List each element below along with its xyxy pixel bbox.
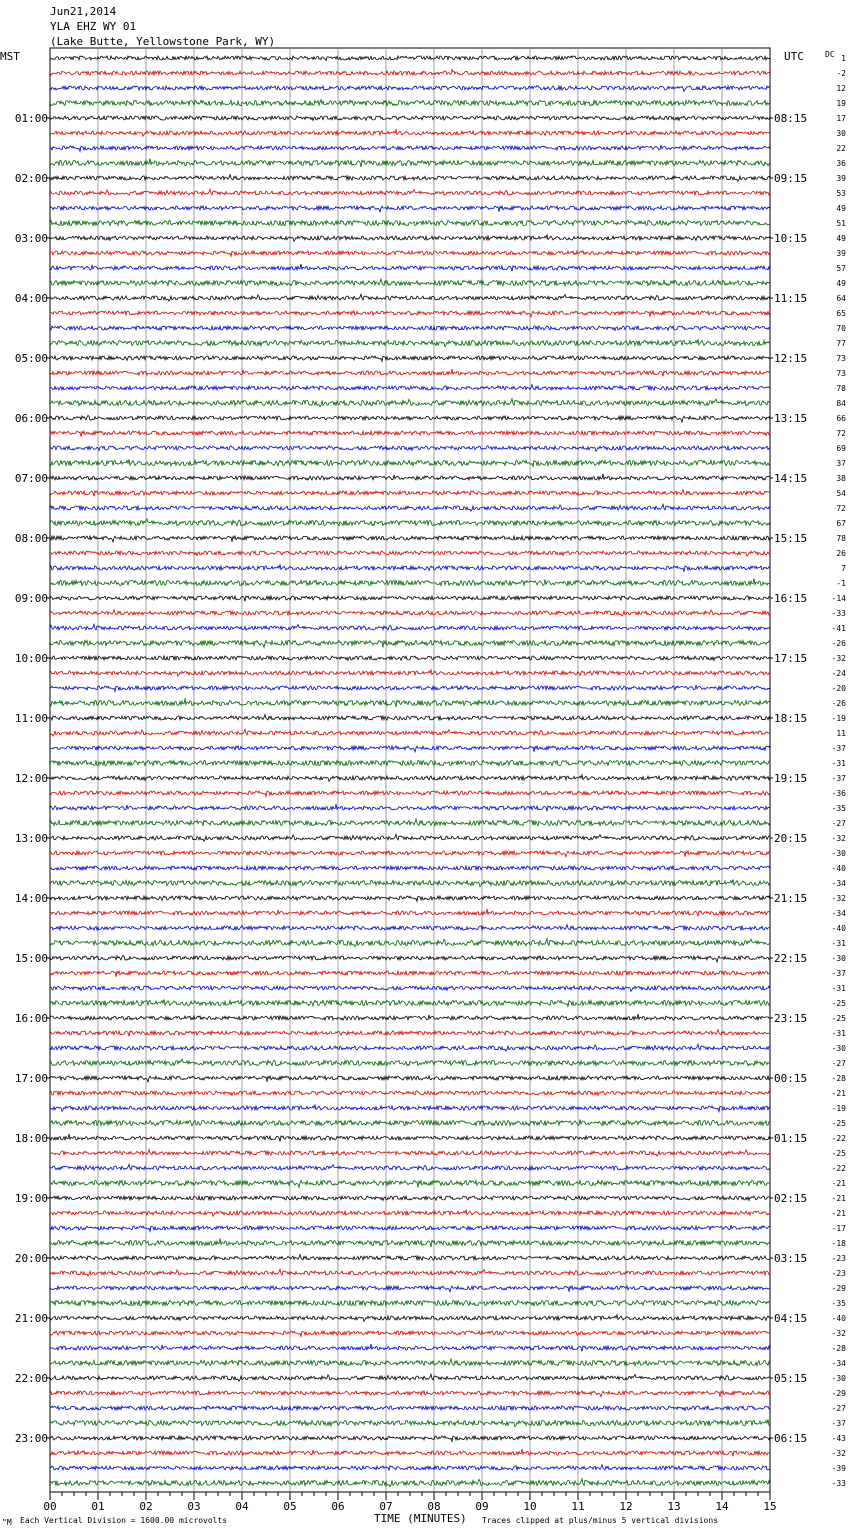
x-tick-label: 14 [715,1500,729,1513]
trace-row-93 [50,1449,770,1456]
dc-offset-label: 7 [841,564,846,573]
dc-offset-label: 11 [836,729,846,738]
trace-row-40 [50,656,770,660]
corner-mark: "M [2,1518,12,1527]
station-code: YLA EHZ WY 01 [50,20,137,33]
right-hour-label: 03:15 [774,1252,808,1265]
trace-row-28 [50,474,770,480]
trace-row-22 [50,385,770,390]
dc-offset-label: 72 [836,429,846,438]
left-hour-label: 19:00 [14,1192,48,1205]
trace-row-87 [50,1359,770,1366]
trace-row-5 [50,130,770,137]
trace-row-47 [50,760,770,765]
dc-offset-label: -26 [831,639,846,648]
right-hour-label: 11:15 [774,292,808,305]
trace-row-30 [50,504,770,511]
right-hour-label: 10:15 [774,232,808,245]
x-tick-label: 05 [283,1500,297,1513]
dc-offset-label: 26 [836,549,846,558]
trace-row-49 [50,791,770,796]
dc-offset-label: -34 [831,1359,846,1368]
trace-row-13 [50,251,770,256]
dc-offset-label: -37 [831,969,846,978]
dc-offset-label: -25 [831,1119,846,1128]
dc-offset-label: 72 [836,504,846,513]
trace-row-39 [50,640,770,647]
right-hour-label: 01:15 [774,1132,808,1145]
trace-row-27 [50,459,770,467]
right-hour-label: 15:15 [774,532,808,545]
x-tick-label: 11 [571,1500,585,1513]
dc-offset-label: -34 [831,879,846,888]
dc-offset-label: 78 [836,384,846,393]
dc-offset-label: 12 [836,84,846,93]
trace-row-21 [50,369,770,376]
trace-row-12 [50,235,770,242]
left-hour-label: 20:00 [14,1252,48,1265]
dc-offset-label: -29 [831,1389,846,1398]
x-tick-label: 03 [187,1500,201,1513]
dc-offset-label: 66 [836,414,846,423]
trace-row-53 [50,851,770,857]
dc-offset-label: -32 [831,834,846,843]
trace-row-85 [50,1331,770,1336]
trace-row-2 [50,86,770,92]
dc-offset-label: -21 [831,1194,846,1203]
dc-offset-header: DC [825,50,835,59]
x-tick-label: 15 [763,1500,777,1513]
x-tick-label: 08 [427,1500,441,1513]
dc-offset-label: -31 [831,759,846,768]
left-hour-label: 11:00 [14,712,48,725]
dc-offset-label: -19 [831,714,846,723]
trace-row-94 [50,1465,770,1470]
dc-offset-label: -32 [831,654,846,663]
dc-offset-label: -30 [831,954,846,963]
trace-row-74 [50,1164,770,1170]
trace-row-63 [50,999,770,1007]
trace-row-57 [50,909,770,916]
trace-row-76 [50,1196,770,1200]
left-hour-label: 05:00 [14,352,48,365]
trace-row-42 [50,685,770,692]
dc-offset-label: 22 [836,144,846,153]
x-tick-label: 01 [91,1500,105,1513]
dc-offset-label: 73 [836,369,846,378]
trace-row-16 [50,294,770,301]
dc-offset-label: -21 [831,1089,846,1098]
dc-offset-label: -34 [831,909,846,918]
dc-offset-label: 53 [836,189,846,198]
right-hour-label: 00:15 [774,1072,808,1085]
dc-offset-label: -35 [831,1299,846,1308]
dc-offset-label: 64 [836,294,846,303]
trace-row-67 [50,1059,770,1066]
trace-row-18 [50,326,770,330]
dc-offset-label: 39 [836,249,846,258]
dc-offset-label: 36 [836,159,846,168]
dc-offset-label: -20 [831,684,846,693]
dc-offset-label: -43 [831,1434,846,1443]
record-date: Jun21,2014 [50,5,117,18]
dc-offset-label: 1 [841,54,846,63]
dc-offset-label: -21 [831,1179,846,1188]
trace-row-11 [50,220,770,225]
right-hour-label: 17:15 [774,652,808,665]
dc-offset-label: 70 [836,324,846,333]
trace-row-1 [50,70,770,75]
left-hour-label: 01:00 [14,112,48,125]
trace-row-23 [50,399,770,407]
x-tick-label: 09 [475,1500,489,1513]
dc-offset-label: -19 [831,1104,846,1113]
trace-row-37 [50,610,770,617]
dc-offset-label: -27 [831,1059,846,1068]
x-tick-label: 04 [235,1500,249,1513]
trace-row-79 [50,1238,770,1247]
left-hour-label: 07:00 [14,472,48,485]
trace-row-31 [50,519,770,526]
left-hour-label: 10:00 [14,652,48,665]
dc-offset-label: -30 [831,1374,846,1383]
right-hour-label: 08:15 [774,112,808,125]
left-hour-label: 14:00 [14,892,48,905]
right-hour-label: 13:15 [774,412,808,425]
x-tick-label: 06 [331,1500,345,1513]
right-hour-label: 09:15 [774,172,808,185]
right-hour-label: 06:15 [774,1432,808,1445]
x-tick-label: 00 [43,1500,57,1513]
trace-row-77 [50,1210,770,1217]
trace-row-38 [50,624,770,630]
dc-offset-label: -31 [831,1029,846,1038]
right-hour-label: 04:15 [774,1312,808,1325]
trace-row-43 [50,698,770,707]
trace-row-48 [50,775,770,782]
right-hour-label: 19:15 [774,772,808,785]
right-hour-label: 05:15 [774,1372,808,1385]
trace-row-14 [50,264,770,271]
x-tick-label: 07 [379,1500,393,1513]
trace-row-7 [50,158,770,167]
dc-offset-label: -24 [831,669,846,678]
trace-row-3 [50,100,770,106]
dc-offset-label: -31 [831,939,846,948]
trace-row-91 [50,1419,770,1426]
dc-offset-label: -21 [831,1209,846,1218]
trace-row-41 [50,670,770,677]
trace-row-89 [50,1391,770,1397]
trace-row-58 [50,925,770,930]
dc-offset-label: 84 [836,399,846,408]
trace-row-55 [50,879,770,886]
dc-offset-label: -27 [831,819,846,828]
left-hour-label: 04:00 [14,292,48,305]
trace-row-83 [50,1300,770,1305]
station-location: (Lake Butte, Yellowstone Park, WY) [50,35,276,48]
dc-offset-label: -39 [831,1464,846,1473]
trace-row-36 [50,596,770,602]
dc-offset-label: 49 [836,234,846,243]
left-hour-label: 23:00 [14,1432,48,1445]
x-tick-label: 10 [523,1500,537,1513]
trace-row-65 [50,1030,770,1037]
clipping-note: Traces clipped at plus/minus 5 vertical divisions [482,1516,719,1525]
trace-row-44 [50,715,770,720]
dc-offset-label: -29 [831,1284,846,1293]
trace-row-45 [50,729,770,736]
dc-offset-label: -36 [831,789,846,798]
dc-offset-label: -40 [831,924,846,933]
dc-offset-label: -32 [831,894,846,903]
dc-offset-label: 65 [836,309,846,318]
dc-offset-label: -26 [831,699,846,708]
dc-offset-label: -37 [831,774,846,783]
left-hour-label: 16:00 [14,1012,48,1025]
left-hour-label: 13:00 [14,832,48,845]
trace-row-71 [50,1119,770,1125]
vertical-division-note: Each Vertical Division = 1600.00 microvolts [20,1516,228,1525]
trace-row-6 [50,145,770,152]
left-hour-label: 21:00 [14,1312,48,1325]
dc-offset-label: -33 [831,609,846,618]
right-hour-label: 16:15 [774,592,808,605]
trace-row-35 [50,578,770,585]
x-axis-title: TIME (MINUTES) [374,1512,467,1525]
dc-offset-label: -18 [831,1239,846,1248]
plot-frame [50,48,770,1492]
dc-offset-label: -14 [831,594,846,603]
trace-row-75 [50,1180,770,1187]
trace-row-33 [50,551,770,556]
right-hour-label: 14:15 [774,472,808,485]
trace-row-46 [50,746,770,752]
trace-row-82 [50,1286,770,1292]
right-hour-label: 21:15 [774,892,808,905]
trace-row-73 [50,1150,770,1157]
trace-row-69 [50,1091,770,1095]
trace-row-15 [50,279,770,286]
trace-row-24 [50,415,770,421]
right-hour-label: 12:15 [774,352,808,365]
dc-offset-label: 54 [836,489,846,498]
trace-row-17 [50,311,770,317]
dc-offset-label: -25 [831,1149,846,1158]
right-hour-label: 02:15 [774,1192,808,1205]
dc-offset-label: 17 [836,114,846,123]
dc-offset-label: -30 [831,1044,846,1053]
left-hour-label: 22:00 [14,1372,48,1385]
right-hour-label: 22:15 [774,952,808,965]
trace-row-25 [50,431,770,437]
dc-offset-label: -25 [831,1014,846,1023]
dc-offset-label: 37 [836,459,846,468]
dc-offset-label: -28 [831,1074,846,1083]
trace-row-88 [50,1374,770,1381]
left-hour-label: 08:00 [14,532,48,545]
trace-row-78 [50,1225,770,1232]
dc-offset-label: -25 [831,999,846,1008]
dc-offset-label: -31 [831,984,846,993]
trace-row-81 [50,1269,770,1276]
trace-row-64 [50,1014,770,1020]
x-tick-label: 13 [667,1500,681,1513]
x-tick-label: 12 [619,1500,633,1513]
dc-offset-label: 30 [836,129,846,138]
dc-offset-label: 57 [836,264,846,273]
left-hour-label: 09:00 [14,592,48,605]
left-hour-label: 03:00 [14,232,48,245]
dc-offset-label: -37 [831,744,846,753]
trace-row-68 [50,1076,770,1082]
dc-offset-label: 51 [836,219,846,228]
trace-row-60 [50,955,770,961]
left-hour-label: 06:00 [14,412,48,425]
trace-row-50 [50,804,770,811]
dc-offset-label: -22 [831,1164,846,1173]
dc-offset-label: -1 [836,579,846,588]
dc-offset-label: 77 [836,339,846,348]
trace-row-86 [50,1344,770,1351]
trace-row-52 [50,834,770,841]
left-hour-label: 17:00 [14,1072,48,1085]
dc-offset-label: -33 [831,1479,846,1488]
trace-row-92 [50,1436,770,1441]
trace-row-26 [50,446,770,451]
right-hour-label: 18:15 [774,712,808,725]
trace-row-34 [50,565,770,572]
dc-offset-label: -30 [831,849,846,858]
dc-offset-label: -41 [831,624,846,633]
trace-row-66 [50,1044,770,1051]
trace-row-59 [50,939,770,947]
dc-offset-label: 49 [836,279,846,288]
dc-offset-label: 49 [836,204,846,213]
dc-offset-label: 39 [836,174,846,183]
dc-offset-label: -37 [831,1419,846,1428]
trace-row-10 [50,206,770,212]
right-hour-label: 20:15 [774,832,808,845]
dc-offset-label: -40 [831,1314,846,1323]
dc-offset-label: 19 [836,99,846,108]
left-hour-label: 15:00 [14,952,48,965]
x-tick-label: 02 [139,1500,153,1513]
right-hour-label: 23:15 [774,1012,808,1025]
left-hour-label: 12:00 [14,772,48,785]
dc-offset-label: 73 [836,354,846,363]
dc-offset-label: -32 [831,1449,846,1458]
dc-offset-label: -32 [831,1329,846,1338]
trace-row-9 [50,189,770,195]
dc-offset-label: -27 [831,1404,846,1413]
trace-row-29 [50,490,770,497]
trace-row-62 [50,986,770,991]
dc-offset-label: -22 [831,1134,846,1143]
dc-offset-label: 78 [836,534,846,543]
trace-row-56 [50,896,770,901]
trace-row-4 [50,116,770,120]
dc-offset-label: -2 [836,69,846,78]
trace-row-61 [50,971,770,977]
trace-row-90 [50,1406,770,1410]
dc-offset-label: -17 [831,1224,846,1233]
trace-row-95 [50,1479,770,1487]
dc-offset-label: -23 [831,1254,846,1263]
left-timezone-label: MST [0,50,20,63]
trace-row-51 [50,819,770,826]
trace-row-8 [50,175,770,182]
dc-offset-label: 69 [836,444,846,453]
dc-offset-label: -35 [831,804,846,813]
dc-offset-label: -40 [831,864,846,873]
dc-offset-label: -23 [831,1269,846,1278]
trace-row-0 [50,56,770,61]
trace-row-70 [50,1105,770,1112]
dc-offset-label: 67 [836,519,846,528]
left-hour-label: 18:00 [14,1132,48,1145]
trace-row-54 [50,866,770,870]
trace-row-32 [50,536,770,542]
trace-row-20 [50,356,770,361]
right-timezone-label: UTC [784,50,804,63]
dc-offset-label: 38 [836,474,846,483]
trace-row-80 [50,1255,770,1260]
left-hour-label: 02:00 [14,172,48,185]
dc-offset-label: -28 [831,1344,846,1353]
trace-row-72 [50,1134,770,1141]
trace-row-84 [50,1315,770,1322]
trace-row-19 [50,339,770,346]
